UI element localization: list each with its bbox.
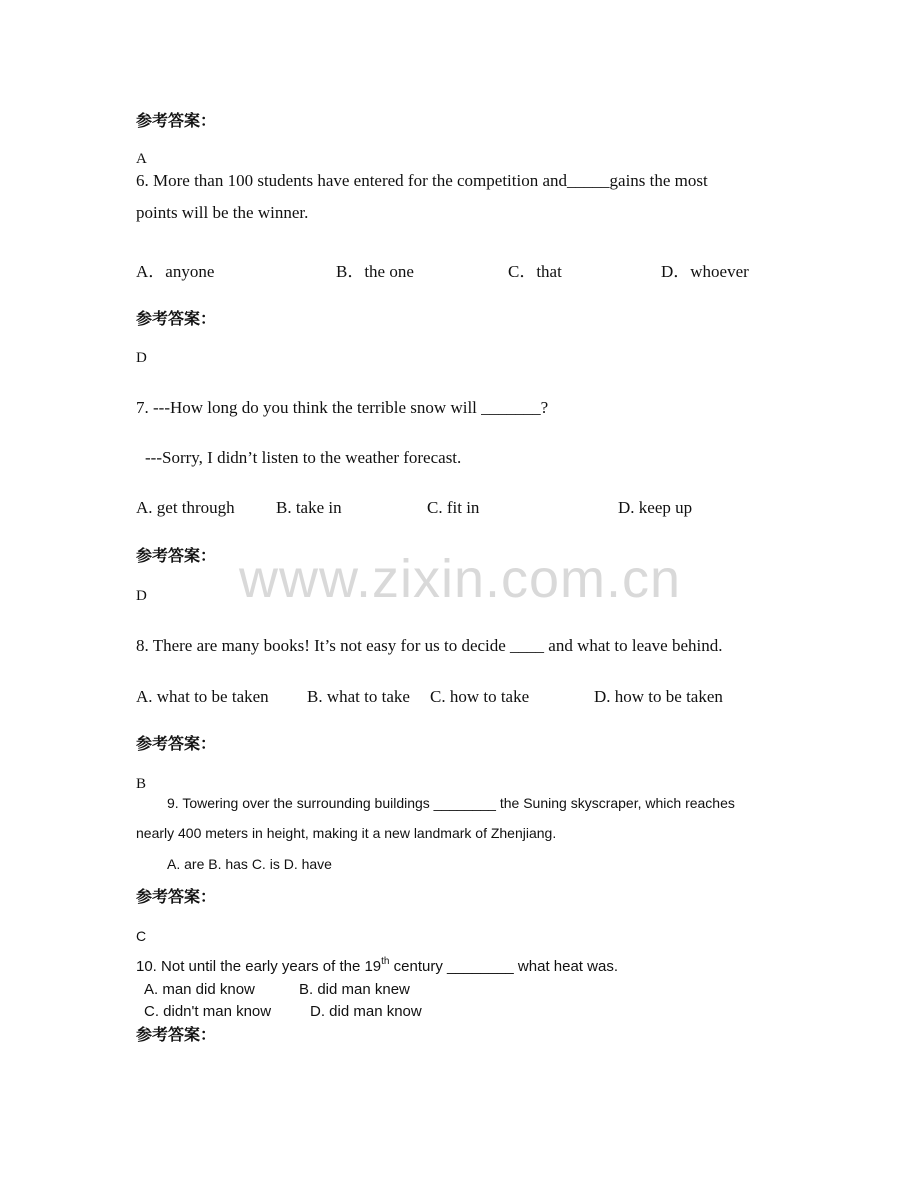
option-a: A. what to be taken <box>136 687 269 706</box>
option-d: D. how to be taken <box>594 687 723 706</box>
option-c: C. how to take <box>430 687 530 706</box>
answer-label: 参考答案： <box>136 546 217 565</box>
question-10-line-1 <box>136 956 618 975</box>
option-a: A. man did know <box>144 981 255 998</box>
question-7-line-2: ---Sorry, I didn’t listen to the weather forecast. <box>145 448 462 467</box>
option-d: D. keep up <box>618 498 693 517</box>
option-b: B. take in <box>276 498 342 517</box>
question-9-options: A. are B. has C. is D. have <box>167 856 332 872</box>
option-a: A. get through <box>136 498 235 517</box>
option-c: C. fit in <box>427 498 480 517</box>
option-b: B. what to take <box>307 687 410 706</box>
watermark: www.zixin.com.cn <box>238 549 682 609</box>
answer-q6: D <box>136 350 147 366</box>
question-9-line-2: nearly 400 meters in height, making it a new landmark of Zhenjiang. <box>136 825 557 841</box>
option-a: A．anyone <box>136 262 215 281</box>
answer-label: 参考答案： <box>136 734 217 753</box>
question-7-line-1: 7. ---How long do you think the terrible snow will _______? <box>136 398 549 417</box>
answer-q7: D <box>136 588 147 604</box>
answer-label: 参考答案： <box>136 309 217 328</box>
option-d: D．whoever <box>661 262 749 281</box>
option-b: B．the one <box>336 262 414 281</box>
question-6-line-2: points will be the winner. <box>136 203 309 222</box>
answer-label: 参考答案： <box>136 1025 217 1044</box>
option-d: D. did man know <box>310 1003 422 1020</box>
question-8-line-1: 8. There are many books! It’s not easy for us to decide ____ and what to leave behind. <box>136 636 723 655</box>
question-9-line-1: 9. Towering over the surrounding buildings ________ the Suning skyscraper, which reaches <box>167 795 735 811</box>
option-b: B. did man knew <box>299 981 410 998</box>
option-c: C．that <box>508 262 562 281</box>
question-6-line-1: 6. More than 100 students have entered for the competition and_____gains the most <box>136 171 708 190</box>
answer-label: 参考答案： <box>136 111 217 130</box>
question-10-text-start: 10. Not until the early years of the 19 <box>136 958 382 975</box>
answer-q9: C <box>136 928 147 944</box>
answer-q8: B <box>136 776 147 792</box>
option-c: C. didn't man know <box>144 1003 272 1020</box>
ordinal-suffix: th <box>381 956 390 967</box>
answer-label: 参考答案： <box>136 887 217 906</box>
question-10-text-end: century ________ what heat was. <box>389 958 618 975</box>
answer-q5: A <box>136 151 147 167</box>
